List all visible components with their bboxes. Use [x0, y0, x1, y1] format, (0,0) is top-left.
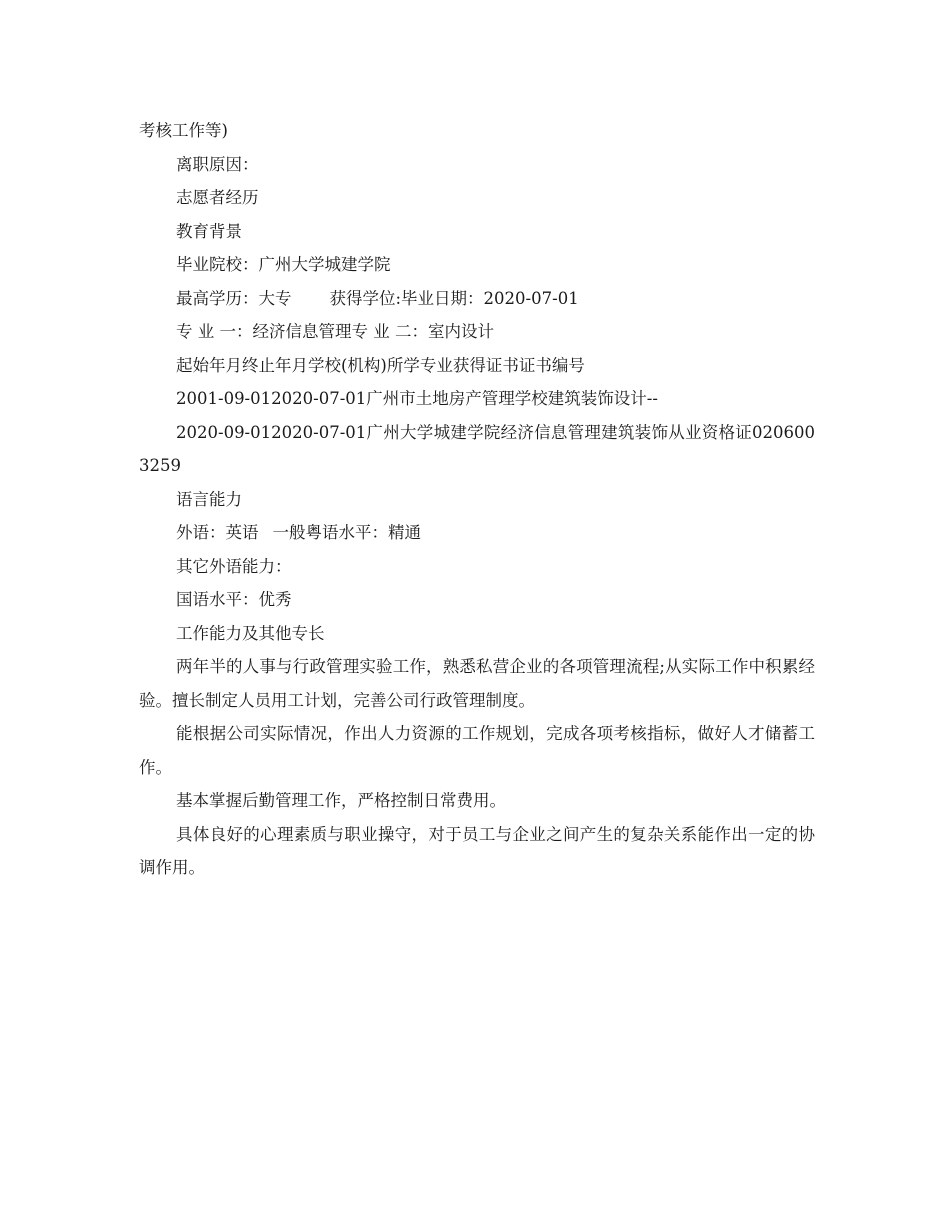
highest-education: 最高学历：大专 [176, 288, 292, 308]
majors: 专 业 一：经济信息管理专 业 二：室内设计 [176, 322, 494, 341]
skill-paragraph-1: 两年半的人事与行政管理实验工作，熟悉私营企业的各项管理流程;从实际工作中积累经验。擅长制定人员用工计划，完善公司行政管理制度。 [139, 657, 815, 710]
foreign-language: 外语：英语 [176, 523, 259, 542]
resume-content [139, 114, 815, 885]
education-row-1: 2001-09-012020-07-01广州市土地房产管理学校建筑装饰设计-- [176, 389, 658, 408]
skill-paragraph-2: 能根据公司实际情况，作出人力资源的工作规划，完成各项考核指标，做好人才储蓄工作。 [139, 724, 815, 777]
education-degree-line [139, 282, 815, 316]
language-heading: 语言能力 [176, 489, 242, 509]
skill-paragraph-3: 基本掌握后勤管理工作，严格控制日常费用。 [176, 791, 506, 810]
leave-reason-label: 离职原因： [176, 154, 259, 174]
volunteer-heading: 志愿者经历 [176, 188, 259, 207]
cantonese-level: 一般粤语水平：精通 [272, 523, 421, 542]
language-line [139, 516, 815, 550]
skill-paragraph-4: 具体良好的心理素质与职业操守，对于员工与企业之间产生的复杂关系能作出一定的协调作用。 [139, 824, 815, 877]
education-heading: 教育背景 [176, 221, 242, 241]
other-language-label: 其它外语能力： [176, 556, 292, 576]
education-table-header: 起始年月终止年月学校(机构)所学专业获得证书证书编号 [176, 355, 585, 375]
education-row-2: 2020-09-012020-07-01广州大学城建学院经济信息管理建筑装饰从业资格证0206003259 [139, 422, 815, 475]
skills-heading: 工作能力及其他专长 [176, 623, 325, 643]
graduated-school: 毕业院校：广州大学城建学院 [176, 255, 391, 274]
degree-graduation-date: 获得学位:毕业日期：2020-07-01 [329, 288, 579, 308]
previous-job-fragment: 考核工作等) [139, 121, 228, 140]
mandarin-level: 国语水平：优秀 [176, 590, 292, 609]
